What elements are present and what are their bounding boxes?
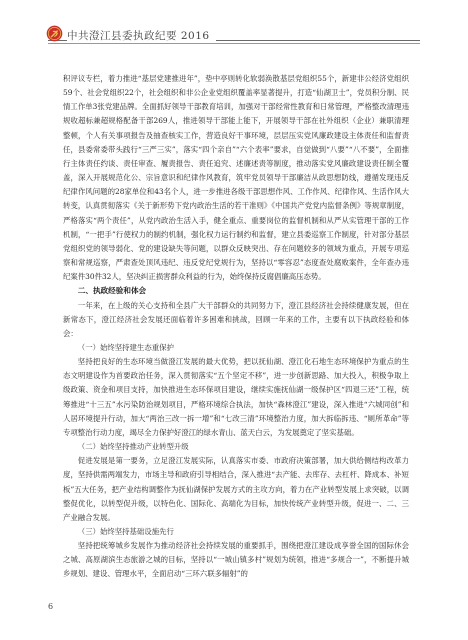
party-emblem-icon	[46, 25, 63, 42]
page-number: 6	[48, 602, 54, 611]
document-body	[63, 72, 409, 582]
section-heading-experience: 二、执政经验和体会	[77, 286, 147, 296]
header-title: 中共澄江县委执政纪要 2016	[67, 28, 216, 43]
subheading-ecology: （一）始终坚持建生态重保护	[77, 342, 174, 352]
paragraph-industry: 促进发展是第一要务，立足澄江发展实际，认真落实市委、市政府决策部署，加大供给侧结构改革力度，坚持供需两端发力，市场主导和政府引导相结合，深入推进“去产能、去库存、去杠杆、降成本、补短板”五大任务，把产业结构调整作为抚仙湖保护发展方式的主攻方向，着力在产业转型发展上求突破，以调整促优化，以转型促升级，以特色化、国际化、高端化为目标，加快传统产业转型升级，促进一、二、三产业融合发展。	[63, 456, 409, 522]
subheading-infrastructure: （三）始终坚持基础设施先行	[77, 527, 174, 536]
paragraph-summary: 一年来，在上级的关心支持和全县广大干部群众的共同努力下，澄江县经济社会持续健康发展，但在新常态下，澄江经济社会发展还面临着许多困难和挑战，回顾一年来的工作，主要有以下执政经验和体会：	[63, 300, 409, 338]
paragraph-party-building: 积评议专栏，着力推进“基层党建推进年”，垫中亭则转化软弱涣散基层党组织55个，新建非公经济党组织59个、社会党组织22个，社会组织和非公企业党组织覆盖率显著提升，打造“仙湖卫士”，党员积分制、民情工作单3张党建品牌。全面抓好领导干部教育培训，加强对干部经常性教育和日常管理，严格整改清理违规收超标兼超规格配备干部269人，推进领导干部能上能下，开展领导干部在社外组织（企业）兼职清理整顿，个人有关事项报告及抽查核实工作，营造良好干事环境，层层压实党风廉政建设主体责任和监督责任，县委常委带头践行“三严三实”，落实“四个亲自”“六个表率”要求，自觉做到“八要”“八不要”，全面推行主体责任约谈、责任审查、履责报告、责任追究、述廉述责等制度，推动落实党风廉政建设责任制全覆盖，深入开展规范化公、宗旨意识和纪律作风教育，筑牢党员领导干部廉洁从政思想防线，遵循发现违反纪律作风问题的28家单位和43名个人，进一步推进各级干部思想作风、工作作风、纪律作风、生活作风大转变，认真贯彻落实《关于新形势下党内政治生活的若干准则》《中国共产党党内监督条例》等规章制度，严格落实“两个责任”，从党内政治生活入手，健全重点、重要岗位的监督机制和从严从实管理干部的工作机制，“一把手”行使权力的制约机制，强化权力运行制约和监督，建立县委巡察工作制度，针对部分基层党组织党的领导弱化、党的建设缺失等问题，以群众反映突出、存在问题较多的领域为重点，开展专项巡察和常规巡察，严肃查处顶风违纪、违反党纪党规行为，坚持以“零容忍”态度查处腐败案件，全年查办违纪案件30件32人，坚决纠正损害群众利益的行为，始终保持反腐倡廉高压态势。	[63, 74, 409, 282]
subheading-industry: （二）始终坚持推动产业转型升级	[77, 442, 189, 452]
paragraph-ecology: 坚持把良好的生态环境当做澄江发展的最大优势，把以抚仙湖、澄江化石地生态环境保护为重点的生态文明建设作为首要政治任务，深入贯彻落实“五个坚定不移”，进一步创新思路、加大投入，积极争取上级政策、资金和项目支持，加快推进生态环保项目建设，继续实施抚仙湖一级保护区“四退三还”工程，统筹推进“十三五”水污染防治规划项目，严格环境综合执法，加快“森林澄江”建设，深入推进“六城同创”和人居环境提升行动，加大“两治三改一拆一增”和“七改三清”环境整治力度，加大拆临拆违、“厕所革命”等专项整治行动力度，竭尽全力保护好澄江的绿水青山、蓝天白云，为发展奠定了坚实基础。	[63, 357, 409, 437]
paragraph-infrastructure: 坚持把统筹城乡发展作为推动经济社会持续发展的重要抓手，围绕把澄江建设成享誉全国的国际休会之城、高原湖滨生态旅游之城的目标，坚持以“一城山镇多村”规划为统领，推进“多规合一”，不断提升城乡规划、建设、管理水平，全面启动“三环六联多辐射”的	[63, 541, 409, 579]
header-rule-thin	[48, 43, 420, 44]
